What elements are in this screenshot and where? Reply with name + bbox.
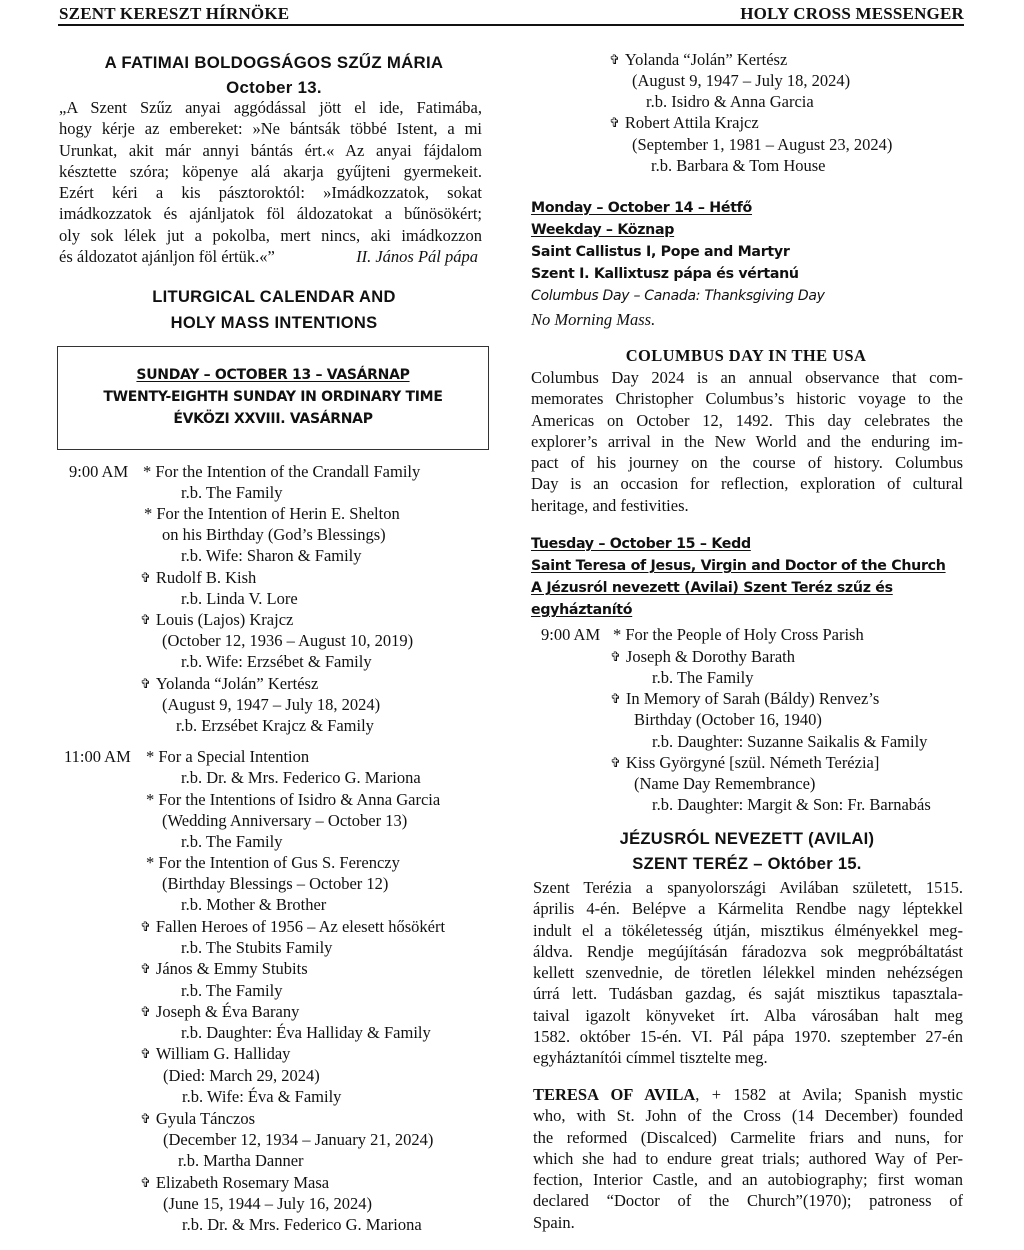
memorial-dates: (June 15, 1944 – July 16, 2024) (163, 1194, 372, 1213)
fatima-date: October 13. (226, 78, 322, 97)
intention-line: * For the Intention of Gus S. Ferenczy (146, 853, 400, 872)
fatima-quote (59, 97, 482, 267)
tuesday-saint-hu-cont: egyháztanító (531, 602, 633, 618)
body-line: declared “Doctor of the Church”(1970); patroness of (533, 1191, 963, 1211)
memorial-line (609, 49, 787, 72)
requested-by: r.b. Daughter: Éva Halliday & Family (181, 1023, 431, 1042)
intention-line: * For the Intentions of Isidro & Anna Garcia (146, 790, 441, 809)
requested-by: r.b. Martha Danner (178, 1151, 304, 1170)
memorial-line (140, 1043, 290, 1066)
quote-attribution: II. János Pál pápa (356, 247, 478, 267)
tuesday-saint-en: Saint Teresa of Jesus, Virgin and Doctor of the Church (531, 558, 946, 574)
memorial-name: Yolanda “Jolán” Kertész (624, 50, 788, 69)
memorial-line (140, 567, 256, 590)
fatima-title: A FATIMAI BOLDOGSÁGOS SZŰZ MÁRIA (104, 53, 444, 72)
memorial-line (140, 673, 318, 696)
body-line: 1582. október 15-én. VI. Pál pápa 1970. szeptember 27-én (533, 1027, 963, 1047)
tuesday-date: Tuesday – October 15 – Kedd (531, 536, 751, 552)
body-line: Day is an occasion for reflection, exploration of cultural (531, 474, 963, 494)
memorial-line (140, 1108, 255, 1131)
memorial-name: Robert Attila Krajcz (624, 113, 759, 132)
body-line: kellett szenvednie, de töretlen lélekkel minden nehézségen (533, 963, 963, 983)
body-line: taival igazolt könyveket írt. Alba városában halt meg (533, 1005, 963, 1025)
monday-date: Monday – October 14 – Hétfő (531, 200, 753, 216)
memorial-dates: (August 9, 1947 – July 18, 2024) (162, 695, 381, 714)
memorial-name: Joseph & Éva Barany (155, 1002, 300, 1021)
header-rule (58, 24, 964, 26)
body-line: Columbus Day 2024 is an annual observance that com- (531, 368, 963, 387)
teresa-name: TERESA OF AVILA (533, 1085, 696, 1104)
teresa-en-body (533, 1084, 963, 1233)
body-line: áldva. Rendje megújításán fáradozva sok megpróbáltatást (533, 941, 963, 961)
requested-by: r.b. Isidro & Anna Garcia (646, 92, 814, 111)
requested-by: r.b. Wife: Sharon & Family (181, 546, 362, 565)
body-line: úrrá lett. Tudásban gazdag, és saját misztikus tapasztala- (533, 984, 963, 1004)
body-line: memorates Christopher Columbus’s historic voyage to the (531, 389, 963, 409)
memorial-line (610, 752, 879, 775)
memorial-line (140, 1001, 299, 1024)
memorial-line (140, 916, 445, 939)
monday-weekday: Weekday – Köznap (531, 222, 675, 238)
memorial-name: In Memory of Sarah (Báldy) Renvez’s (625, 689, 880, 708)
cross-icon: ✞ (140, 920, 151, 935)
cross-icon: ✞ (140, 1176, 151, 1191)
teresa-hu-body (533, 877, 963, 1069)
body-line: április 4-én. Belépve a Kármelita Rendbe nagy léptekkel (533, 899, 963, 919)
memorial-name: János & Emmy Stubits (155, 959, 308, 978)
body-line: heritage, and festivities. (531, 495, 689, 515)
quote-line: Urunkat, akit már annyi bántás ért.« Az anyai fájdalom (59, 140, 482, 160)
quote-line: oly sok lélek jut a pokolba, mert nincs, aki imádkozzon (59, 225, 482, 245)
newsletter-title-english: HOLY CROSS MESSENGER (740, 4, 964, 23)
requested-by: r.b. Linda V. Lore (181, 589, 298, 608)
memorial-name: Kiss Györgyné [szül. Németh Terézia] (625, 753, 880, 772)
requested-by: r.b. Daughter: Margit & Son: Fr. Barnabás (652, 795, 931, 814)
newsletter-title-hungarian: SZENT KERESZT HÍRNÖKE (59, 4, 290, 23)
body-text: , + 1582 at Avila; Spanish mystic (695, 1085, 963, 1104)
columbus-body (531, 367, 963, 516)
memorial-name: Elizabeth Rosemary Masa (155, 1173, 330, 1192)
body-line: which she had to endure great trials; authored Way of Per- (533, 1148, 963, 1168)
requested-by: r.b. The Family (652, 668, 754, 687)
requested-by: r.b. Dr. & Mrs. Federico G. Mariona (181, 768, 421, 787)
requested-by: r.b. Erzsébet Krajcz & Family (176, 716, 374, 735)
memorial-name: Gyula Tánczos (155, 1109, 256, 1128)
requested-by: r.b. Wife: Erzsébet & Family (181, 652, 372, 671)
cross-icon: ✞ (140, 571, 151, 586)
memorial-dates: (December 12, 1934 – January 21, 2024) (163, 1130, 434, 1149)
cross-icon: ✞ (140, 1005, 151, 1020)
quote-last-line (59, 246, 482, 267)
requested-by: r.b. Mother & Brother (181, 895, 327, 914)
requested-by: r.b. The Family (181, 981, 283, 1000)
body-line: Szent Terézia a spanyolországi Avilában született, 1515. (533, 878, 963, 897)
tuesday-saint-hu: A Jézusról nevezett (Avilai) Szent Teréz szűz és (531, 580, 893, 596)
teresa-title-line2: SZENT TERÉZ – Október 15. (632, 855, 862, 873)
monday-saint-hu: Szent I. Kallixtusz pápa és vértanú (531, 266, 799, 282)
teresa-title-line1: JÉZUSRÓL NEVEZETT (AVILAI) (619, 830, 875, 848)
requested-by: r.b. The Family (181, 832, 283, 851)
mass-time: 9:00 AM (541, 625, 601, 644)
memorial-detail: Birthday (October 16, 1940) (634, 710, 822, 729)
cross-icon: ✞ (609, 116, 620, 131)
cross-icon: ✞ (609, 53, 620, 68)
memorial-dates: (August 9, 1947 – July 18, 2024) (632, 71, 851, 90)
quote-line: és áldozatot ajánljon föl értük.«” (59, 247, 275, 267)
body-line (533, 1084, 963, 1105)
quote-line: Ezért kéri a kis pásztoroktól: »Imádkozzatok, sokat (59, 183, 482, 203)
calendar-heading-line1: LITURGICAL CALENDAR AND (152, 288, 396, 306)
memorial-name: Yolanda “Jolán” Kertész (155, 674, 319, 693)
body-line: indult el a tökéletesség útján, misztikus élményekkel meg- (533, 920, 963, 940)
cross-icon: ✞ (140, 962, 151, 977)
memorial-name: Louis (Lajos) Krajcz (155, 610, 294, 629)
memorial-name: Fallen Heroes of 1956 – Az elesett hősökért (155, 917, 446, 936)
memorial-line (610, 688, 879, 711)
memorial-line (609, 112, 759, 135)
body-line: who, with St. John of the Cross (14 December) founded (533, 1106, 963, 1126)
requested-by: r.b. Dr. & Mrs. Federico G. Mariona (182, 1215, 422, 1234)
requested-by: r.b. The Stubits Family (181, 938, 333, 957)
requested-by: r.b. Barbara & Tom House (651, 156, 826, 175)
body-line: Spain. (533, 1212, 575, 1232)
mass-time: 11:00 AM (64, 747, 131, 766)
mass-time: 9:00 AM (69, 462, 129, 481)
cross-icon: ✞ (140, 1047, 151, 1062)
memorial-name: Joseph & Dorothy Barath (625, 647, 796, 666)
body-line: the reformed (Discalced) Carmelite friars and nuns, for (533, 1127, 963, 1147)
memorial-name: William G. Halliday (155, 1044, 291, 1063)
intention-line: * For a Special Intention (146, 747, 310, 766)
body-line: egyháztanítói címmel tisztelte meg. (533, 1048, 768, 1068)
requested-by: r.b. The Family (181, 483, 283, 502)
intention-detail: on his Birthday (God’s Blessings) (162, 525, 386, 544)
quote-line: késztette szóra; köpenye alá akarja gyűjteni gyermekeit. (59, 161, 482, 181)
memorial-line (140, 609, 293, 632)
memorial-dates: (October 12, 1936 – August 10, 2019) (162, 631, 414, 650)
cross-icon: ✞ (610, 692, 621, 707)
memorial-line (140, 1172, 329, 1195)
memorial-name: Rudolf B. Kish (155, 568, 257, 587)
monday-saint-en: Saint Callistus I, Pope and Martyr (531, 244, 790, 260)
memorial-detail: (Name Day Remembrance) (634, 774, 816, 793)
requested-by: r.b. Wife: Éva & Family (182, 1087, 342, 1106)
sunday-box (57, 346, 489, 450)
cross-icon: ✞ (610, 756, 621, 771)
body-line: fection, Interior Castle, and an autobiography; first woman (533, 1170, 963, 1190)
cross-icon: ✞ (140, 613, 151, 628)
quote-line: hogy kérje az embereket: »Ne bántsák többé Istent, a mi (59, 119, 482, 139)
cross-icon: ✞ (140, 677, 151, 692)
monday-no-mass: No Morning Mass. (531, 310, 656, 329)
intention-line: * For the Intention of the Crandall Family (143, 462, 421, 481)
intention-detail: (Birthday Blessings – October 12) (162, 874, 389, 893)
columbus-title: COLUMBUS DAY IN THE USA (625, 346, 867, 365)
sunday-date: SUNDAY – OCTOBER 13 – VASÁRNAP (136, 367, 410, 383)
sunday-liturgical-title: TWENTY-EIGHTH SUNDAY IN ORDINARY TIME (103, 389, 443, 405)
body-line: explorer’s arrival in the New World and the enduring im- (531, 431, 963, 451)
body-line: pact of his journey on the course of history. Columbus (531, 453, 963, 473)
intention-line: * For the People of Holy Cross Parish (613, 625, 864, 644)
quote-line: „A Szent Szűz anyai aggódással jött el ide, Fatimába, (59, 98, 482, 117)
cross-icon: ✞ (610, 650, 621, 665)
memorial-dates: (Died: March 29, 2024) (163, 1066, 320, 1085)
memorial-dates: (September 1, 1981 – August 23, 2024) (632, 135, 893, 154)
body-line: Americas on October 12, 1492. This day celebrates the (531, 410, 963, 430)
memorial-line (610, 646, 795, 669)
requested-by: r.b. Daughter: Suzanne Saikalis & Family (652, 732, 928, 751)
calendar-heading-line2: HOLY MASS INTENTIONS (170, 314, 378, 332)
quote-line: imádkozzatok és ajánljatok föl áldozatokat a bűnösökért; (59, 204, 482, 224)
monday-note: Columbus Day – Canada: Thanksgiving Day (531, 288, 825, 304)
intention-line: * For the Intention of Herin E. Shelton (144, 504, 400, 523)
sunday-liturgical-title-hu: ÉVKÖZI XXVIII. VASÁRNAP (173, 411, 373, 427)
cross-icon: ✞ (140, 1112, 151, 1127)
intention-detail: (Wedding Anniversary – October 13) (162, 811, 408, 830)
memorial-line (140, 958, 308, 981)
